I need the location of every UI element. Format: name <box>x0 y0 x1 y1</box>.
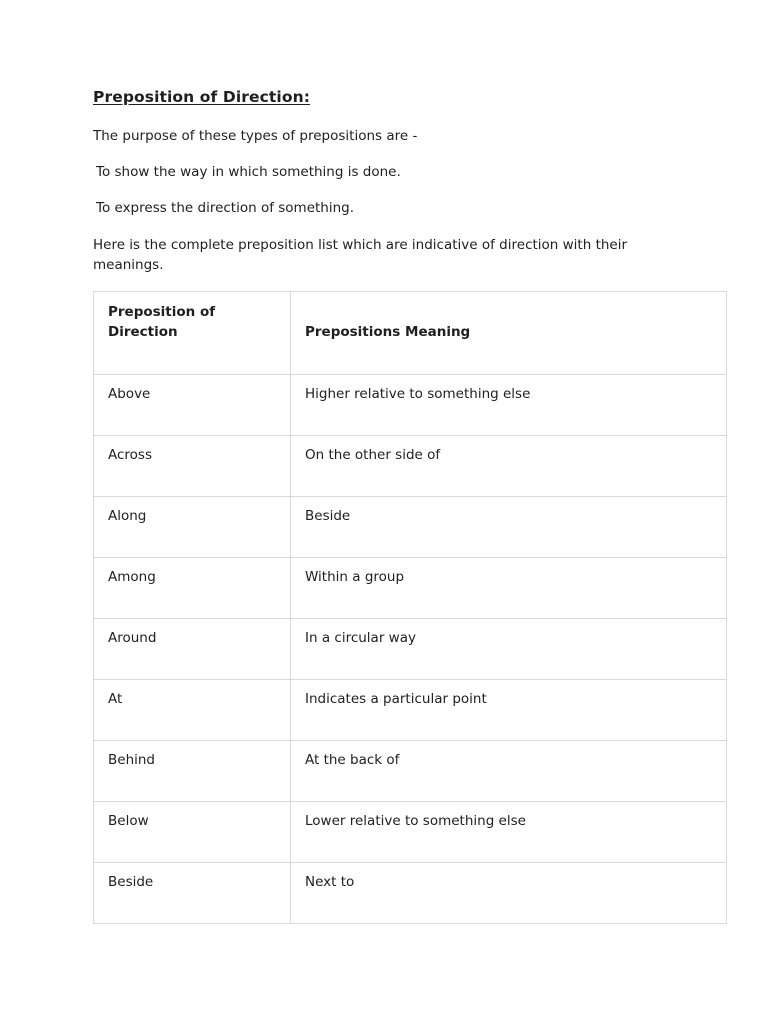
column-header-preposition: Preposition of Direction <box>94 292 291 375</box>
meaning-cell: On the other side of <box>291 436 727 497</box>
column-header-meaning: Prepositions Meaning <box>291 292 727 375</box>
preposition-cell: Above <box>94 375 291 436</box>
preposition-cell: Along <box>94 497 291 558</box>
meaning-cell: Lower relative to something else <box>291 802 727 863</box>
table-row <box>94 680 727 741</box>
meaning-cell: Higher relative to something else <box>291 375 727 436</box>
table-row <box>94 436 727 497</box>
preposition-cell: Across <box>94 436 291 497</box>
meaning-cell: In a circular way <box>291 619 727 680</box>
table-row <box>94 619 727 680</box>
table-row <box>94 497 727 558</box>
intro-text: The purpose of these types of prepositions are - <box>93 128 418 144</box>
preposition-cell: At <box>94 680 291 741</box>
table-row <box>94 375 727 436</box>
page-title: Preposition of Direction: <box>93 88 311 106</box>
meaning-cell: Within a group <box>291 558 727 619</box>
purpose-item: To show the way in which something is done. <box>96 164 401 180</box>
table-row <box>94 558 727 619</box>
meaning-cell: At the back of <box>291 741 727 802</box>
meaning-cell: Indicates a particular point <box>291 680 727 741</box>
preposition-cell: Below <box>94 802 291 863</box>
preposition-cell: Behind <box>94 741 291 802</box>
purpose-item: To express the direction of something. <box>96 200 355 216</box>
meaning-cell: Next to <box>291 863 727 924</box>
table-header-row <box>94 292 727 375</box>
meaning-cell: Beside <box>291 497 727 558</box>
preposition-cell: Among <box>94 558 291 619</box>
preposition-cell: Around <box>94 619 291 680</box>
list-intro-text: Here is the complete preposition list which are indicative of direction with their meanings. <box>93 237 628 273</box>
preposition-cell: Beside <box>94 863 291 924</box>
table-row <box>94 741 727 802</box>
table-row <box>94 802 727 863</box>
table-row <box>94 863 727 924</box>
preposition-table <box>93 291 727 924</box>
